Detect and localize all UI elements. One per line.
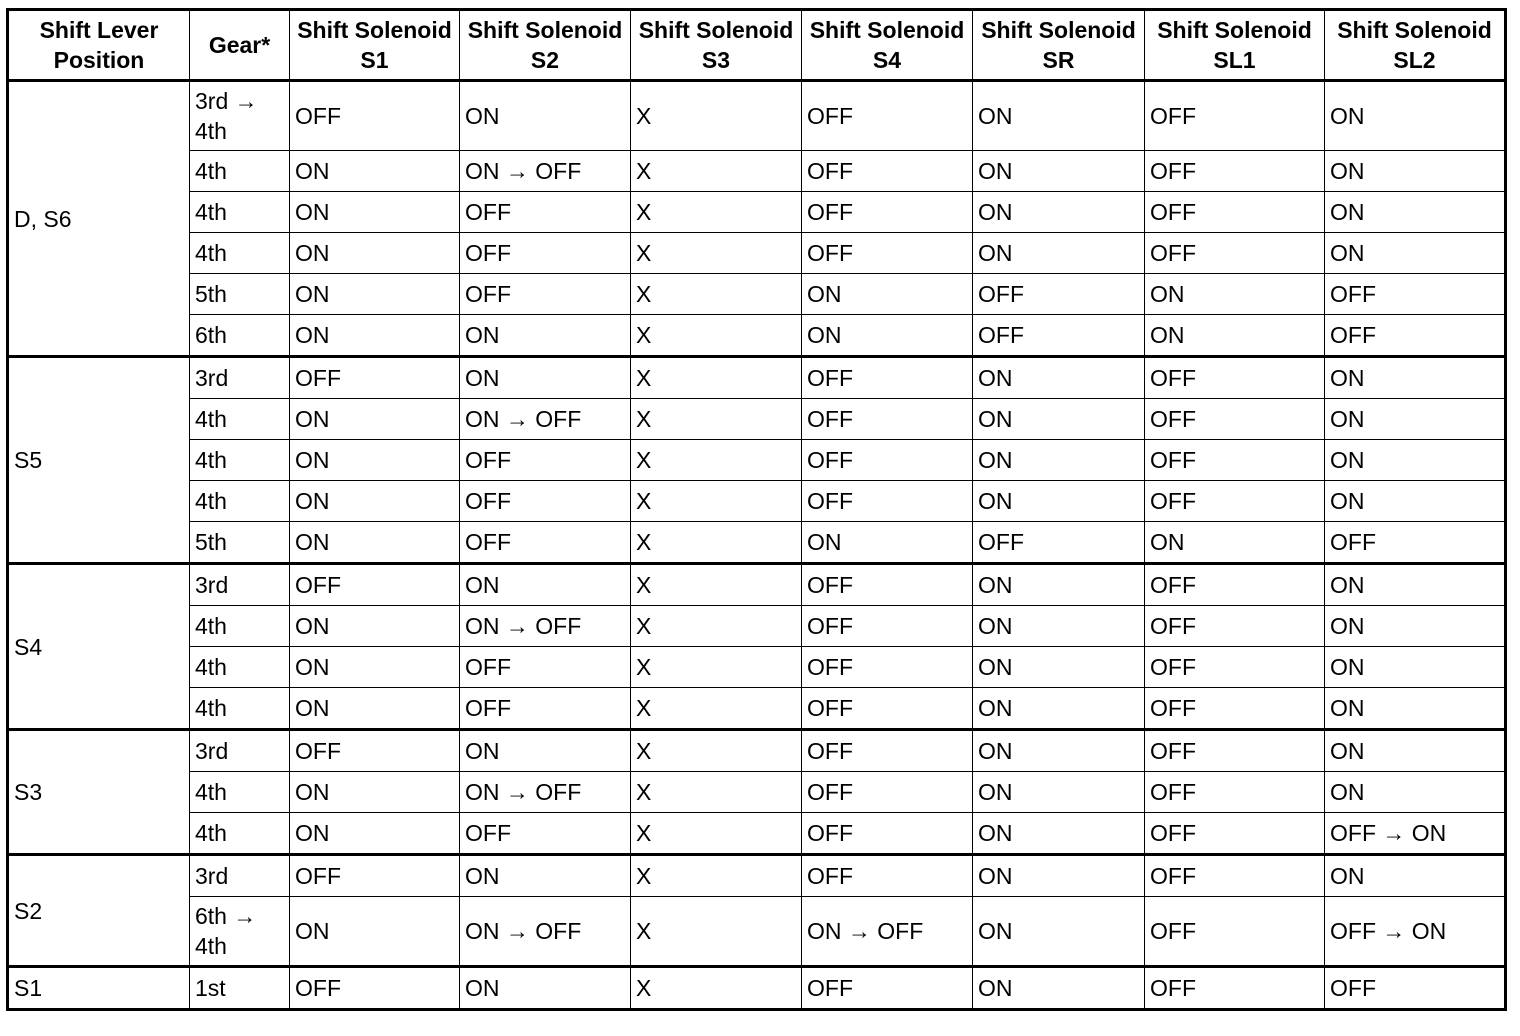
header-shift-lever-position: Shift Lever Position [8,10,190,81]
gear-cell: 3rd [190,730,290,772]
solenoid-s1-cell: ON [290,606,460,647]
solenoid-s1-cell: OFF [290,967,460,1010]
solenoid-sr-cell: ON [973,399,1145,440]
solenoid-sl1-cell: OFF [1145,606,1325,647]
solenoid-s1-cell: ON [290,647,460,688]
solenoid-s1-cell: OFF [290,357,460,399]
solenoid-s2-cell: ON [460,81,631,151]
gear-cell: 4th [190,813,290,855]
solenoid-s2-cell: OFF [460,192,631,233]
solenoid-sl1-cell: OFF [1145,855,1325,897]
solenoid-s2-cell: ON → OFF [460,897,631,967]
table-row [8,897,1506,967]
position-group [8,564,1506,730]
solenoid-s1-cell: ON [290,274,460,315]
header-solenoid-sl2: Shift Solenoid SL2 [1325,10,1506,81]
solenoid-s3-cell: X [631,772,802,813]
gear-cell: 4th [190,233,290,274]
table-row [8,564,1506,606]
solenoid-sr-cell: ON [973,647,1145,688]
solenoid-sr-cell: ON [973,357,1145,399]
solenoid-sr-cell: ON [973,688,1145,730]
header-solenoid-sr: Shift Solenoid SR [973,10,1145,81]
solenoid-sl2-cell: ON [1325,647,1506,688]
solenoid-s1-cell: ON [290,897,460,967]
solenoid-s2-cell: ON → OFF [460,772,631,813]
solenoid-s1-cell: ON [290,772,460,813]
solenoid-sl1-cell: OFF [1145,647,1325,688]
position-group [8,357,1506,564]
solenoid-sl2-cell: ON [1325,688,1506,730]
solenoid-sl2-cell: ON [1325,855,1506,897]
solenoid-sl1-cell: OFF [1145,730,1325,772]
table-row [8,315,1506,357]
gear-cell: 3rd [190,855,290,897]
solenoid-s2-cell: ON [460,855,631,897]
position-group [8,81,1506,357]
solenoid-sr-cell: ON [973,772,1145,813]
solenoid-sl2-cell: ON [1325,233,1506,274]
solenoid-sr-cell: ON [973,151,1145,192]
header-solenoid-s3: Shift Solenoid S3 [631,10,802,81]
solenoid-s1-cell: ON [290,481,460,522]
solenoid-s3-cell: X [631,481,802,522]
solenoid-sr-cell: ON [973,897,1145,967]
position-group [8,967,1506,1010]
solenoid-s2-cell: ON [460,967,631,1010]
solenoid-s2-cell: OFF [460,647,631,688]
table-row [8,399,1506,440]
solenoid-s2-cell: ON → OFF [460,606,631,647]
header-solenoid-sl1: Shift Solenoid SL1 [1145,10,1325,81]
solenoid-sl2-cell: OFF [1325,522,1506,564]
table-row [8,357,1506,399]
solenoid-s3-cell: X [631,151,802,192]
gear-cell: 6th [190,315,290,357]
gear-cell: 4th [190,772,290,813]
solenoid-s2-cell: ON [460,730,631,772]
solenoid-sl2-cell: ON [1325,440,1506,481]
solenoid-sl2-cell: ON [1325,481,1506,522]
solenoid-sl2-cell: ON [1325,564,1506,606]
solenoid-s1-cell: ON [290,399,460,440]
table-row [8,813,1506,855]
solenoid-sl2-cell: OFF [1325,315,1506,357]
solenoid-sl1-cell: OFF [1145,897,1325,967]
solenoid-sr-cell: OFF [973,522,1145,564]
solenoid-s1-cell: ON [290,440,460,481]
solenoid-sl2-cell: OFF [1325,274,1506,315]
solenoid-s1-cell: ON [290,151,460,192]
solenoid-s2-cell: ON [460,315,631,357]
solenoid-s1-cell: ON [290,813,460,855]
solenoid-s4-cell: OFF [802,233,973,274]
solenoid-sl1-cell: OFF [1145,688,1325,730]
table-row [8,192,1506,233]
solenoid-s3-cell: X [631,233,802,274]
gear-cell: 3rd [190,564,290,606]
solenoid-sl2-cell: ON [1325,81,1506,151]
solenoid-s3-cell: X [631,357,802,399]
solenoid-s3-cell: X [631,274,802,315]
solenoid-sl2-cell: ON [1325,606,1506,647]
solenoid-sr-cell: ON [973,564,1145,606]
solenoid-sl2-cell: ON [1325,192,1506,233]
solenoid-sr-cell: OFF [973,315,1145,357]
solenoid-sr-cell: ON [973,192,1145,233]
solenoid-s1-cell: ON [290,233,460,274]
solenoid-sl1-cell: OFF [1145,357,1325,399]
table-row [8,967,1506,1010]
table-row [8,772,1506,813]
gear-cell: 4th [190,688,290,730]
gear-cell: 4th [190,481,290,522]
solenoid-s3-cell: X [631,440,802,481]
solenoid-s2-cell: ON → OFF [460,151,631,192]
shift-lever-position-cell: D, S6 [8,81,190,357]
solenoid-s4-cell: OFF [802,440,973,481]
gear-cell: 5th [190,522,290,564]
table-row [8,730,1506,772]
shift-solenoid-table [6,8,1507,1011]
solenoid-s2-cell: OFF [460,813,631,855]
solenoid-s1-cell: OFF [290,855,460,897]
solenoid-sl1-cell: OFF [1145,813,1325,855]
solenoid-s3-cell: X [631,606,802,647]
solenoid-s1-cell: OFF [290,730,460,772]
solenoid-s3-cell: X [631,192,802,233]
solenoid-sl1-cell: OFF [1145,564,1325,606]
solenoid-s4-cell: OFF [802,688,973,730]
shift-lever-position-cell: S5 [8,357,190,564]
solenoid-s3-cell: X [631,855,802,897]
solenoid-sl2-cell: ON [1325,772,1506,813]
solenoid-s1-cell: ON [290,522,460,564]
solenoid-s4-cell: OFF [802,357,973,399]
solenoid-s4-cell: OFF [802,606,973,647]
solenoid-sl2-cell: ON [1325,151,1506,192]
gear-cell: 4th [190,606,290,647]
solenoid-sr-cell: ON [973,440,1145,481]
solenoid-s3-cell: X [631,522,802,564]
solenoid-s4-cell: OFF [802,564,973,606]
solenoid-s3-cell: X [631,81,802,151]
solenoid-s4-cell: OFF [802,813,973,855]
solenoid-s4-cell: OFF [802,967,973,1010]
solenoid-s3-cell: X [631,564,802,606]
solenoid-sr-cell: ON [973,606,1145,647]
solenoid-s4-cell: ON → OFF [802,897,973,967]
table-row [8,688,1506,730]
gear-cell: 1st [190,967,290,1010]
solenoid-s2-cell: OFF [460,522,631,564]
solenoid-s2-cell: OFF [460,688,631,730]
solenoid-s1-cell: ON [290,192,460,233]
gear-cell: 4th [190,647,290,688]
header-row [8,10,1506,81]
solenoid-s4-cell: ON [802,522,973,564]
solenoid-s4-cell: OFF [802,192,973,233]
solenoid-sr-cell: ON [973,855,1145,897]
gear-cell: 4th [190,192,290,233]
table-row [8,440,1506,481]
gear-cell: 5th [190,274,290,315]
solenoid-sl2-cell: ON [1325,730,1506,772]
table-row [8,522,1506,564]
table-row [8,606,1506,647]
solenoid-s1-cell: OFF [290,564,460,606]
solenoid-s4-cell: OFF [802,772,973,813]
table-row [8,233,1506,274]
solenoid-sl2-cell: ON [1325,357,1506,399]
solenoid-sr-cell: ON [973,81,1145,151]
solenoid-sl1-cell: OFF [1145,481,1325,522]
solenoid-sl2-cell: OFF → ON [1325,813,1506,855]
solenoid-sr-cell: OFF [973,274,1145,315]
gear-cell: 3rd [190,357,290,399]
solenoid-s2-cell: ON [460,564,631,606]
solenoid-s2-cell: OFF [460,440,631,481]
table-row [8,274,1506,315]
solenoid-sl1-cell: OFF [1145,81,1325,151]
solenoid-table-container [6,8,1507,1011]
table-row [8,81,1506,151]
gear-cell: 4th [190,151,290,192]
header-solenoid-s2: Shift Solenoid S2 [460,10,631,81]
solenoid-sl1-cell: ON [1145,274,1325,315]
solenoid-sl1-cell: OFF [1145,192,1325,233]
solenoid-sl1-cell: ON [1145,522,1325,564]
solenoid-sr-cell: ON [973,730,1145,772]
solenoid-s3-cell: X [631,967,802,1010]
solenoid-s4-cell: OFF [802,855,973,897]
table-row [8,151,1506,192]
solenoid-s2-cell: ON → OFF [460,399,631,440]
solenoid-s3-cell: X [631,647,802,688]
shift-lever-position-cell: S2 [8,855,190,967]
solenoid-sr-cell: ON [973,481,1145,522]
solenoid-s2-cell: ON [460,357,631,399]
position-group [8,855,1506,967]
solenoid-sl1-cell: OFF [1145,399,1325,440]
solenoid-s3-cell: X [631,688,802,730]
solenoid-s4-cell: OFF [802,81,973,151]
gear-cell: 4th [190,440,290,481]
solenoid-s1-cell: ON [290,688,460,730]
solenoid-sl2-cell: OFF → ON [1325,897,1506,967]
header-solenoid-s4: Shift Solenoid S4 [802,10,973,81]
solenoid-sl1-cell: OFF [1145,151,1325,192]
solenoid-s3-cell: X [631,897,802,967]
solenoid-s4-cell: ON [802,274,973,315]
solenoid-s4-cell: OFF [802,481,973,522]
solenoid-s4-cell: OFF [802,730,973,772]
solenoid-s3-cell: X [631,399,802,440]
solenoid-sr-cell: ON [973,813,1145,855]
solenoid-s3-cell: X [631,315,802,357]
shift-lever-position-cell: S4 [8,564,190,730]
solenoid-sl2-cell: OFF [1325,967,1506,1010]
solenoid-s4-cell: OFF [802,151,973,192]
header-solenoid-s1: Shift Solenoid S1 [290,10,460,81]
solenoid-s4-cell: OFF [802,399,973,440]
solenoid-sr-cell: ON [973,233,1145,274]
gear-cell: 6th → 4th [190,897,290,967]
solenoid-s2-cell: OFF [460,233,631,274]
gear-cell: 4th [190,399,290,440]
solenoid-sl1-cell: ON [1145,315,1325,357]
solenoid-s4-cell: OFF [802,647,973,688]
shift-lever-position-cell: S3 [8,730,190,855]
solenoid-sr-cell: ON [973,967,1145,1010]
solenoid-s1-cell: OFF [290,81,460,151]
header-gear: Gear* [190,10,290,81]
solenoid-sl1-cell: OFF [1145,440,1325,481]
solenoid-s3-cell: X [631,730,802,772]
solenoid-sl2-cell: ON [1325,399,1506,440]
table-row [8,647,1506,688]
solenoid-s3-cell: X [631,813,802,855]
shift-lever-position-cell: S1 [8,967,190,1010]
solenoid-s2-cell: OFF [460,274,631,315]
solenoid-sl1-cell: OFF [1145,772,1325,813]
gear-cell: 3rd → 4th [190,81,290,151]
solenoid-sl1-cell: OFF [1145,233,1325,274]
table-row [8,481,1506,522]
position-group [8,730,1506,855]
solenoid-sl1-cell: OFF [1145,967,1325,1010]
table-row [8,855,1506,897]
solenoid-s2-cell: OFF [460,481,631,522]
solenoid-s1-cell: ON [290,315,460,357]
solenoid-s4-cell: ON [802,315,973,357]
